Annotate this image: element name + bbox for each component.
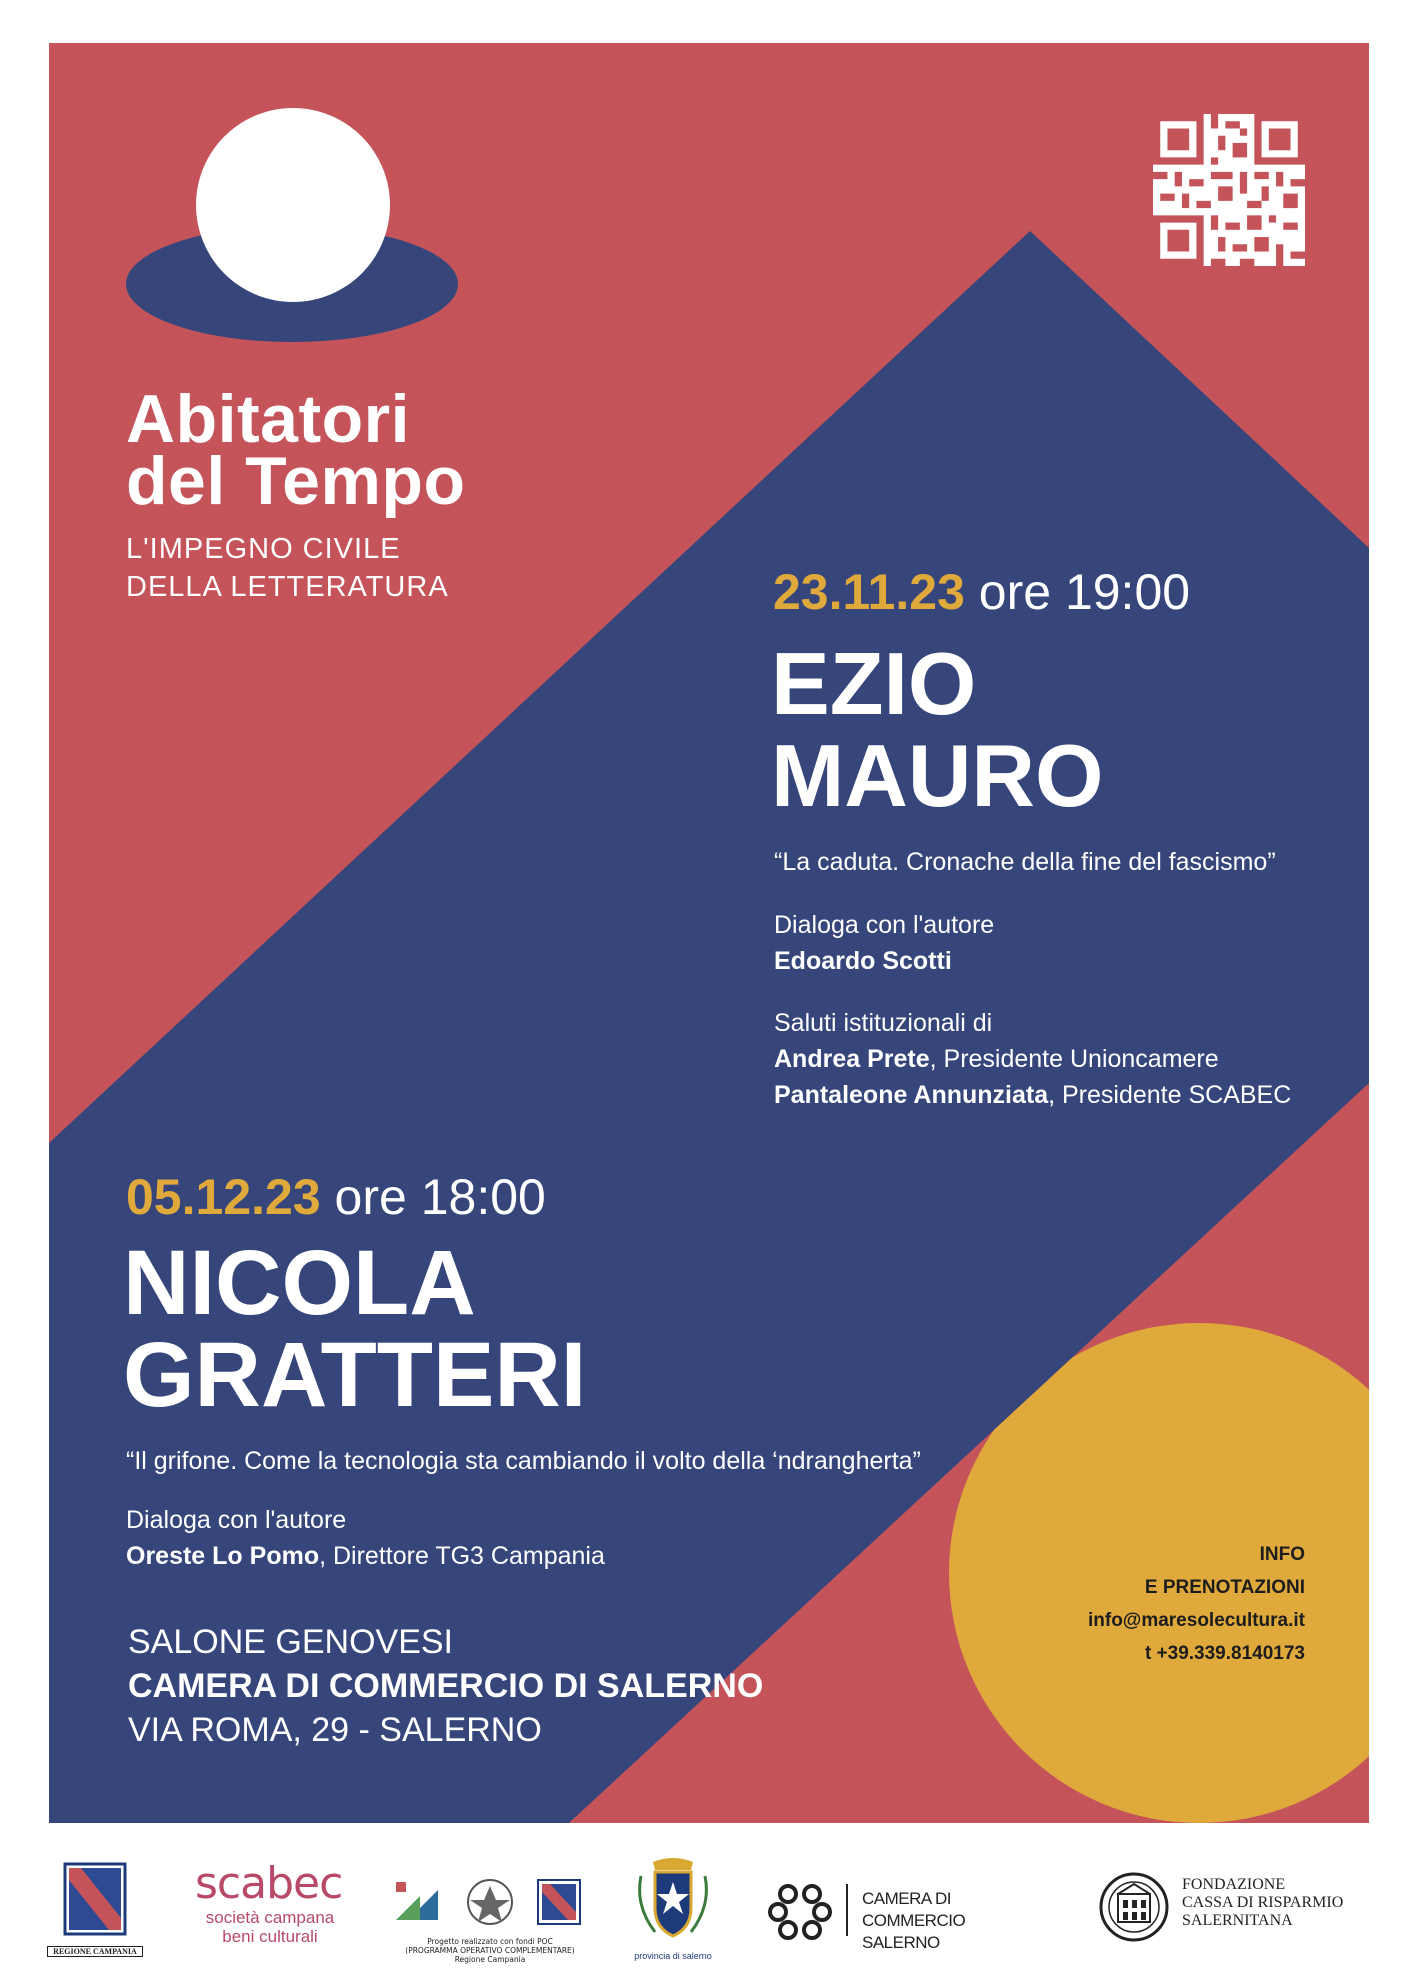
info-block [1088, 1538, 1305, 1670]
camera-commercio-logo [766, 1878, 1056, 1952]
footer-logos [0, 1850, 1417, 1984]
poster [49, 43, 1369, 1823]
camera-knot-icon [766, 1878, 836, 1942]
fondazione-seal-icon [1096, 1872, 1172, 1942]
poc-line1: Progetto realizzato con fondi POC [427, 1937, 553, 1946]
info-heading1: INFO [1259, 1544, 1305, 1565]
event2-dialog-label: Dialoga con l'autore [126, 1506, 347, 1534]
event1-greeting2-role: , Presidente SCABEC [1048, 1081, 1292, 1109]
fondazione-text [1182, 1876, 1343, 1930]
brand-subtitle-line2: DELLA LETTERATURA [126, 571, 449, 603]
event1-greeting1-name: Andrea Prete [774, 1045, 930, 1073]
scabec-logo [195, 1858, 345, 1946]
event1-dialog-label: Dialoga con l'autore [774, 911, 995, 939]
fondazione-line3: SALERNITANA [1182, 1912, 1293, 1929]
event1-greeting2-name: Pantaleone Annunziata [774, 1081, 1049, 1109]
scabec-line1: società campana [205, 1908, 335, 1927]
provincia-salerno-logo [633, 1856, 713, 1961]
fondazione-line1: FONDAZIONE [1182, 1876, 1286, 1893]
event1-greetings [774, 1005, 1291, 1113]
poc-text [390, 1937, 590, 1964]
event2-dialog-name: Oreste Lo Pomo [126, 1542, 320, 1570]
event2-speaker [123, 1232, 587, 1426]
provincia-crest-icon [633, 1856, 713, 1946]
brand-title-line2: del Tempo [126, 443, 466, 519]
event2-speaker-line2: GRATTERI [123, 1324, 587, 1426]
camera-line2: SALERNO [862, 1933, 940, 1952]
fondazione-line2: CASSA DI RISPARMIO [1182, 1894, 1344, 1911]
event2-datetime [126, 1168, 546, 1226]
fondazione-logo [1096, 1872, 1386, 1942]
venue [128, 1620, 763, 1752]
camera-line1: CAMERA DI COMMERCIO [862, 1889, 966, 1930]
regione-campania-crest-icon [47, 1860, 143, 1940]
regione-campania-text: REGIONE CAMPANIA [47, 1946, 143, 1957]
info-email[interactable]: info@maresolecultura.it [1087, 1610, 1305, 1631]
event1-time: ore 19:00 [978, 564, 1191, 620]
scabec-line2: beni culturali [222, 1927, 318, 1946]
scabec-wordmark: scabec [195, 1858, 343, 1909]
event1-greeting1-role: , Presidente Unioncamere [929, 1045, 1219, 1073]
event2-dialog-role: , Direttore TG3 Campania [319, 1542, 605, 1570]
brand-title [126, 381, 506, 519]
provincia-text: provincia di salerno [634, 1951, 712, 1961]
poc-line3: Regione Campania [454, 1955, 526, 1964]
poc-logos [390, 1872, 590, 1964]
regione-campania-logo [47, 1860, 143, 1956]
event2-dialog [126, 1502, 605, 1574]
event1-greetings-label: Saluti istituzionali di [774, 1009, 993, 1037]
event1-date: 23.11.23 [773, 564, 965, 620]
poc-line2: (PROGRAMMA OPERATIVO COMPLEMENTARE) [405, 1946, 575, 1955]
logo-circle [196, 108, 390, 302]
info-heading2: E PRENOTAZIONI [1144, 1577, 1305, 1598]
event2-date: 05.12.23 [126, 1169, 321, 1225]
brand-subtitle [126, 530, 449, 606]
brand-subtitle-line1: L'IMPEGNO CIVILE [126, 533, 401, 565]
venue-line3: VIA ROMA, 29 - SALERNO [128, 1711, 542, 1749]
camera-divider [846, 1884, 848, 1936]
venue-line1: SALONE GENOVESI [128, 1623, 453, 1661]
event1-speaker-line2: MAURO [771, 726, 1104, 825]
event1-datetime [773, 563, 1190, 621]
event1-dialog-name: Edoardo Scotti [774, 947, 952, 975]
poc-emblems-icon [390, 1872, 590, 1932]
event1-dialog [774, 907, 994, 979]
event2-speaker-line1: NICOLA [123, 1232, 476, 1334]
qr-code-icon[interactable] [1153, 114, 1305, 266]
brand-title-line1: Abitatori [126, 381, 411, 457]
event2-time: ore 18:00 [334, 1169, 546, 1225]
camera-text [862, 1888, 1056, 1954]
info-phone[interactable]: t +39.339.8140173 [1144, 1643, 1305, 1664]
event1-book-title: “La caduta. Cronache della fine del fascismo” [774, 848, 1276, 876]
event2-book-title: “Il grifone. Come la tecnologia sta cambiando il volto della ‘ndrangherta” [126, 1447, 921, 1475]
venue-line2: CAMERA DI COMMERCIO DI SALERNO [128, 1667, 764, 1705]
event1-speaker [771, 634, 1104, 825]
event1-speaker-line1: EZIO [771, 634, 977, 733]
